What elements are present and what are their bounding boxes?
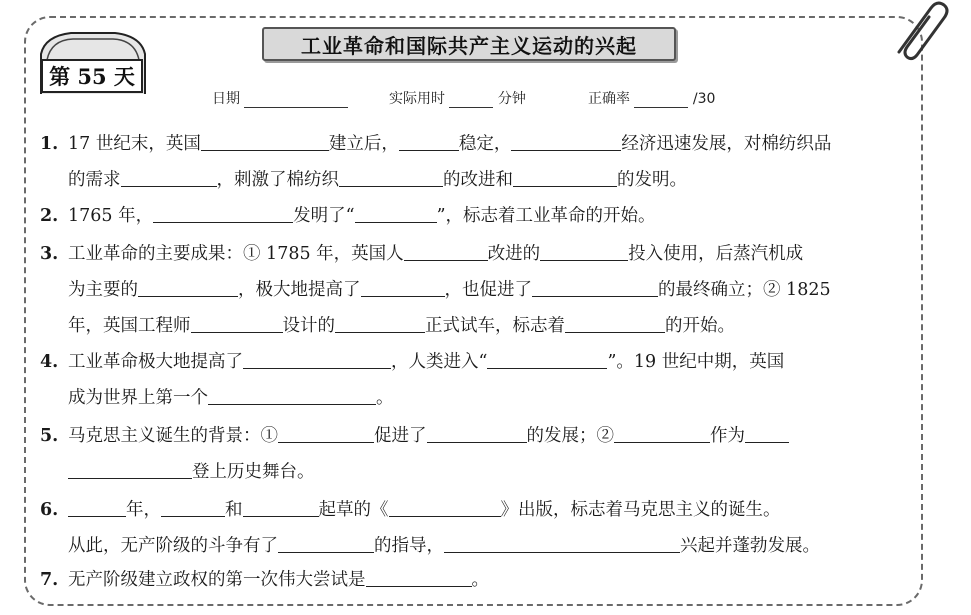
question-6-line-2 xyxy=(40,532,820,560)
date-label: 日期 xyxy=(212,91,240,107)
question-text: 。 xyxy=(376,388,394,408)
question-text: 1765 年， xyxy=(68,206,154,226)
question-text: 》出版，标志着马克思主义的诞生。 xyxy=(500,500,781,520)
question-6-line-1 xyxy=(40,496,781,524)
answer-blank[interactable] xyxy=(339,166,443,187)
answer-blank[interactable] xyxy=(68,458,192,479)
question-text: ，刺激了棉纺织 xyxy=(216,170,339,190)
answer-blank[interactable] xyxy=(404,240,488,261)
answer-blank[interactable] xyxy=(532,276,658,297)
answer-blank[interactable] xyxy=(487,348,607,369)
answer-blank[interactable] xyxy=(614,422,710,443)
question-text: ”，标志着工业革命的开始。 xyxy=(436,206,656,226)
question-text: 经济迅速发展，对棉纺织品 xyxy=(621,134,832,154)
question-5-line-1 xyxy=(40,422,789,450)
answer-blank[interactable] xyxy=(565,312,665,333)
time-label: 实际用时 xyxy=(389,91,445,107)
answer-blank[interactable] xyxy=(278,422,374,443)
question-number: 7. xyxy=(40,570,59,590)
question-4-line-2 xyxy=(40,384,394,412)
question-text: ，极大地提高了 xyxy=(238,280,361,300)
question-3-line-2 xyxy=(40,276,831,304)
date-blank[interactable] xyxy=(244,93,348,108)
answer-blank[interactable] xyxy=(511,130,621,151)
question-4-line-1 xyxy=(40,348,784,376)
answer-blank[interactable] xyxy=(208,384,376,405)
question-text: 登上历史舞台。 xyxy=(192,462,315,482)
question-number: 4. xyxy=(40,352,59,372)
question-text: 工业革命极大地提高了 xyxy=(68,352,243,372)
answer-blank[interactable] xyxy=(243,496,319,517)
question-text: 工业革命的主要成果：① 1785 年，英国人 xyxy=(68,244,404,264)
question-text: 从此，无产阶级的斗争有了 xyxy=(68,536,278,556)
answer-blank[interactable] xyxy=(335,312,425,333)
answer-blank[interactable] xyxy=(201,130,329,151)
question-text: 的最终确立；② 1825 xyxy=(658,280,831,300)
question-text: 年， xyxy=(126,500,161,520)
question-number: 6. xyxy=(40,500,59,520)
question-text: 兴起并蓬勃发展。 xyxy=(680,536,820,556)
answer-blank[interactable] xyxy=(361,276,445,297)
question-text: 稳定， xyxy=(458,134,512,154)
date-field[interactable] xyxy=(212,88,348,108)
question-text: 发明了“ xyxy=(293,206,355,226)
question-text: 17 世纪末，英国 xyxy=(68,134,201,154)
question-text: 的开始。 xyxy=(665,316,735,336)
question-text: 的需求 xyxy=(68,170,121,190)
accuracy-label: 正确率 xyxy=(588,91,630,107)
day-badge-label-box xyxy=(41,59,143,93)
question-text: 改进的 xyxy=(487,244,541,264)
answer-blank[interactable] xyxy=(745,422,789,443)
question-text: 和 xyxy=(225,500,243,520)
question-text: 促进了 xyxy=(374,426,427,446)
answer-blank[interactable] xyxy=(191,312,283,333)
question-text: 无产阶级建立政权的第一次伟大尝试是 xyxy=(68,570,366,590)
answer-blank[interactable] xyxy=(153,202,293,223)
minutes-label: 分钟 xyxy=(497,91,526,107)
answer-blank[interactable] xyxy=(68,496,126,517)
question-text: 起草的《 xyxy=(318,500,389,520)
answer-blank[interactable] xyxy=(399,130,459,151)
answer-blank[interactable] xyxy=(355,202,437,223)
answer-blank[interactable] xyxy=(389,496,501,517)
question-text: 投入使用，后蒸汽机成 xyxy=(628,244,804,264)
question-3-line-3 xyxy=(40,312,735,340)
answer-blank[interactable] xyxy=(444,532,680,553)
answer-blank[interactable] xyxy=(427,422,527,443)
page-title: 工业革命和国际共产主义运动的兴起 xyxy=(301,33,637,58)
time-field[interactable] xyxy=(389,88,526,108)
question-text: 马克思主义诞生的背景：① xyxy=(68,426,278,446)
question-text: 为主要的 xyxy=(68,280,138,300)
question-5-line-2 xyxy=(40,458,315,486)
question-text: 的发展；② xyxy=(526,426,614,446)
question-number: 5. xyxy=(40,426,59,446)
paperclip-icon xyxy=(881,0,951,64)
day-badge xyxy=(31,30,155,100)
answer-blank[interactable] xyxy=(138,276,238,297)
question-text: 作为 xyxy=(710,426,745,446)
question-text: 设计的 xyxy=(282,316,335,336)
question-1-line-2 xyxy=(40,166,687,194)
question-text: 的改进和 xyxy=(443,170,513,190)
question-text: 的发明。 xyxy=(617,170,687,190)
question-text: 年，英国工程师 xyxy=(68,316,191,336)
question-text: 正式试车，标志着 xyxy=(425,316,565,336)
answer-blank[interactable] xyxy=(366,566,472,587)
answer-blank[interactable] xyxy=(278,532,374,553)
time-blank[interactable] xyxy=(449,93,493,108)
question-2-line-1 xyxy=(40,202,656,230)
question-text: 成为世界上第一个 xyxy=(68,388,208,408)
question-text: ，也促进了 xyxy=(444,280,532,300)
answer-blank[interactable] xyxy=(161,496,225,517)
question-text: 建立后， xyxy=(328,134,399,154)
question-7-line-1 xyxy=(40,566,489,594)
day-badge-text: 第 55 天 xyxy=(49,64,135,89)
accuracy-total: /30 xyxy=(692,91,716,107)
question-text: ，人类进入“ xyxy=(391,352,488,372)
question-number: 1. xyxy=(40,134,59,154)
answer-blank[interactable] xyxy=(513,166,617,187)
question-text: 的指导， xyxy=(374,536,444,556)
accuracy-field[interactable] xyxy=(588,88,715,108)
question-text: ”。19 世纪中期，英国 xyxy=(607,352,785,372)
question-text: 。 xyxy=(471,570,489,590)
question-number: 2. xyxy=(40,206,59,226)
question-1-line-1 xyxy=(40,130,831,158)
question-3-line-1 xyxy=(40,240,803,268)
answer-blank[interactable] xyxy=(540,240,628,261)
title-banner xyxy=(262,27,676,61)
answer-blank[interactable] xyxy=(243,348,391,369)
question-number: 3. xyxy=(40,244,59,264)
answer-blank[interactable] xyxy=(121,166,217,187)
accuracy-blank[interactable] xyxy=(634,93,688,108)
